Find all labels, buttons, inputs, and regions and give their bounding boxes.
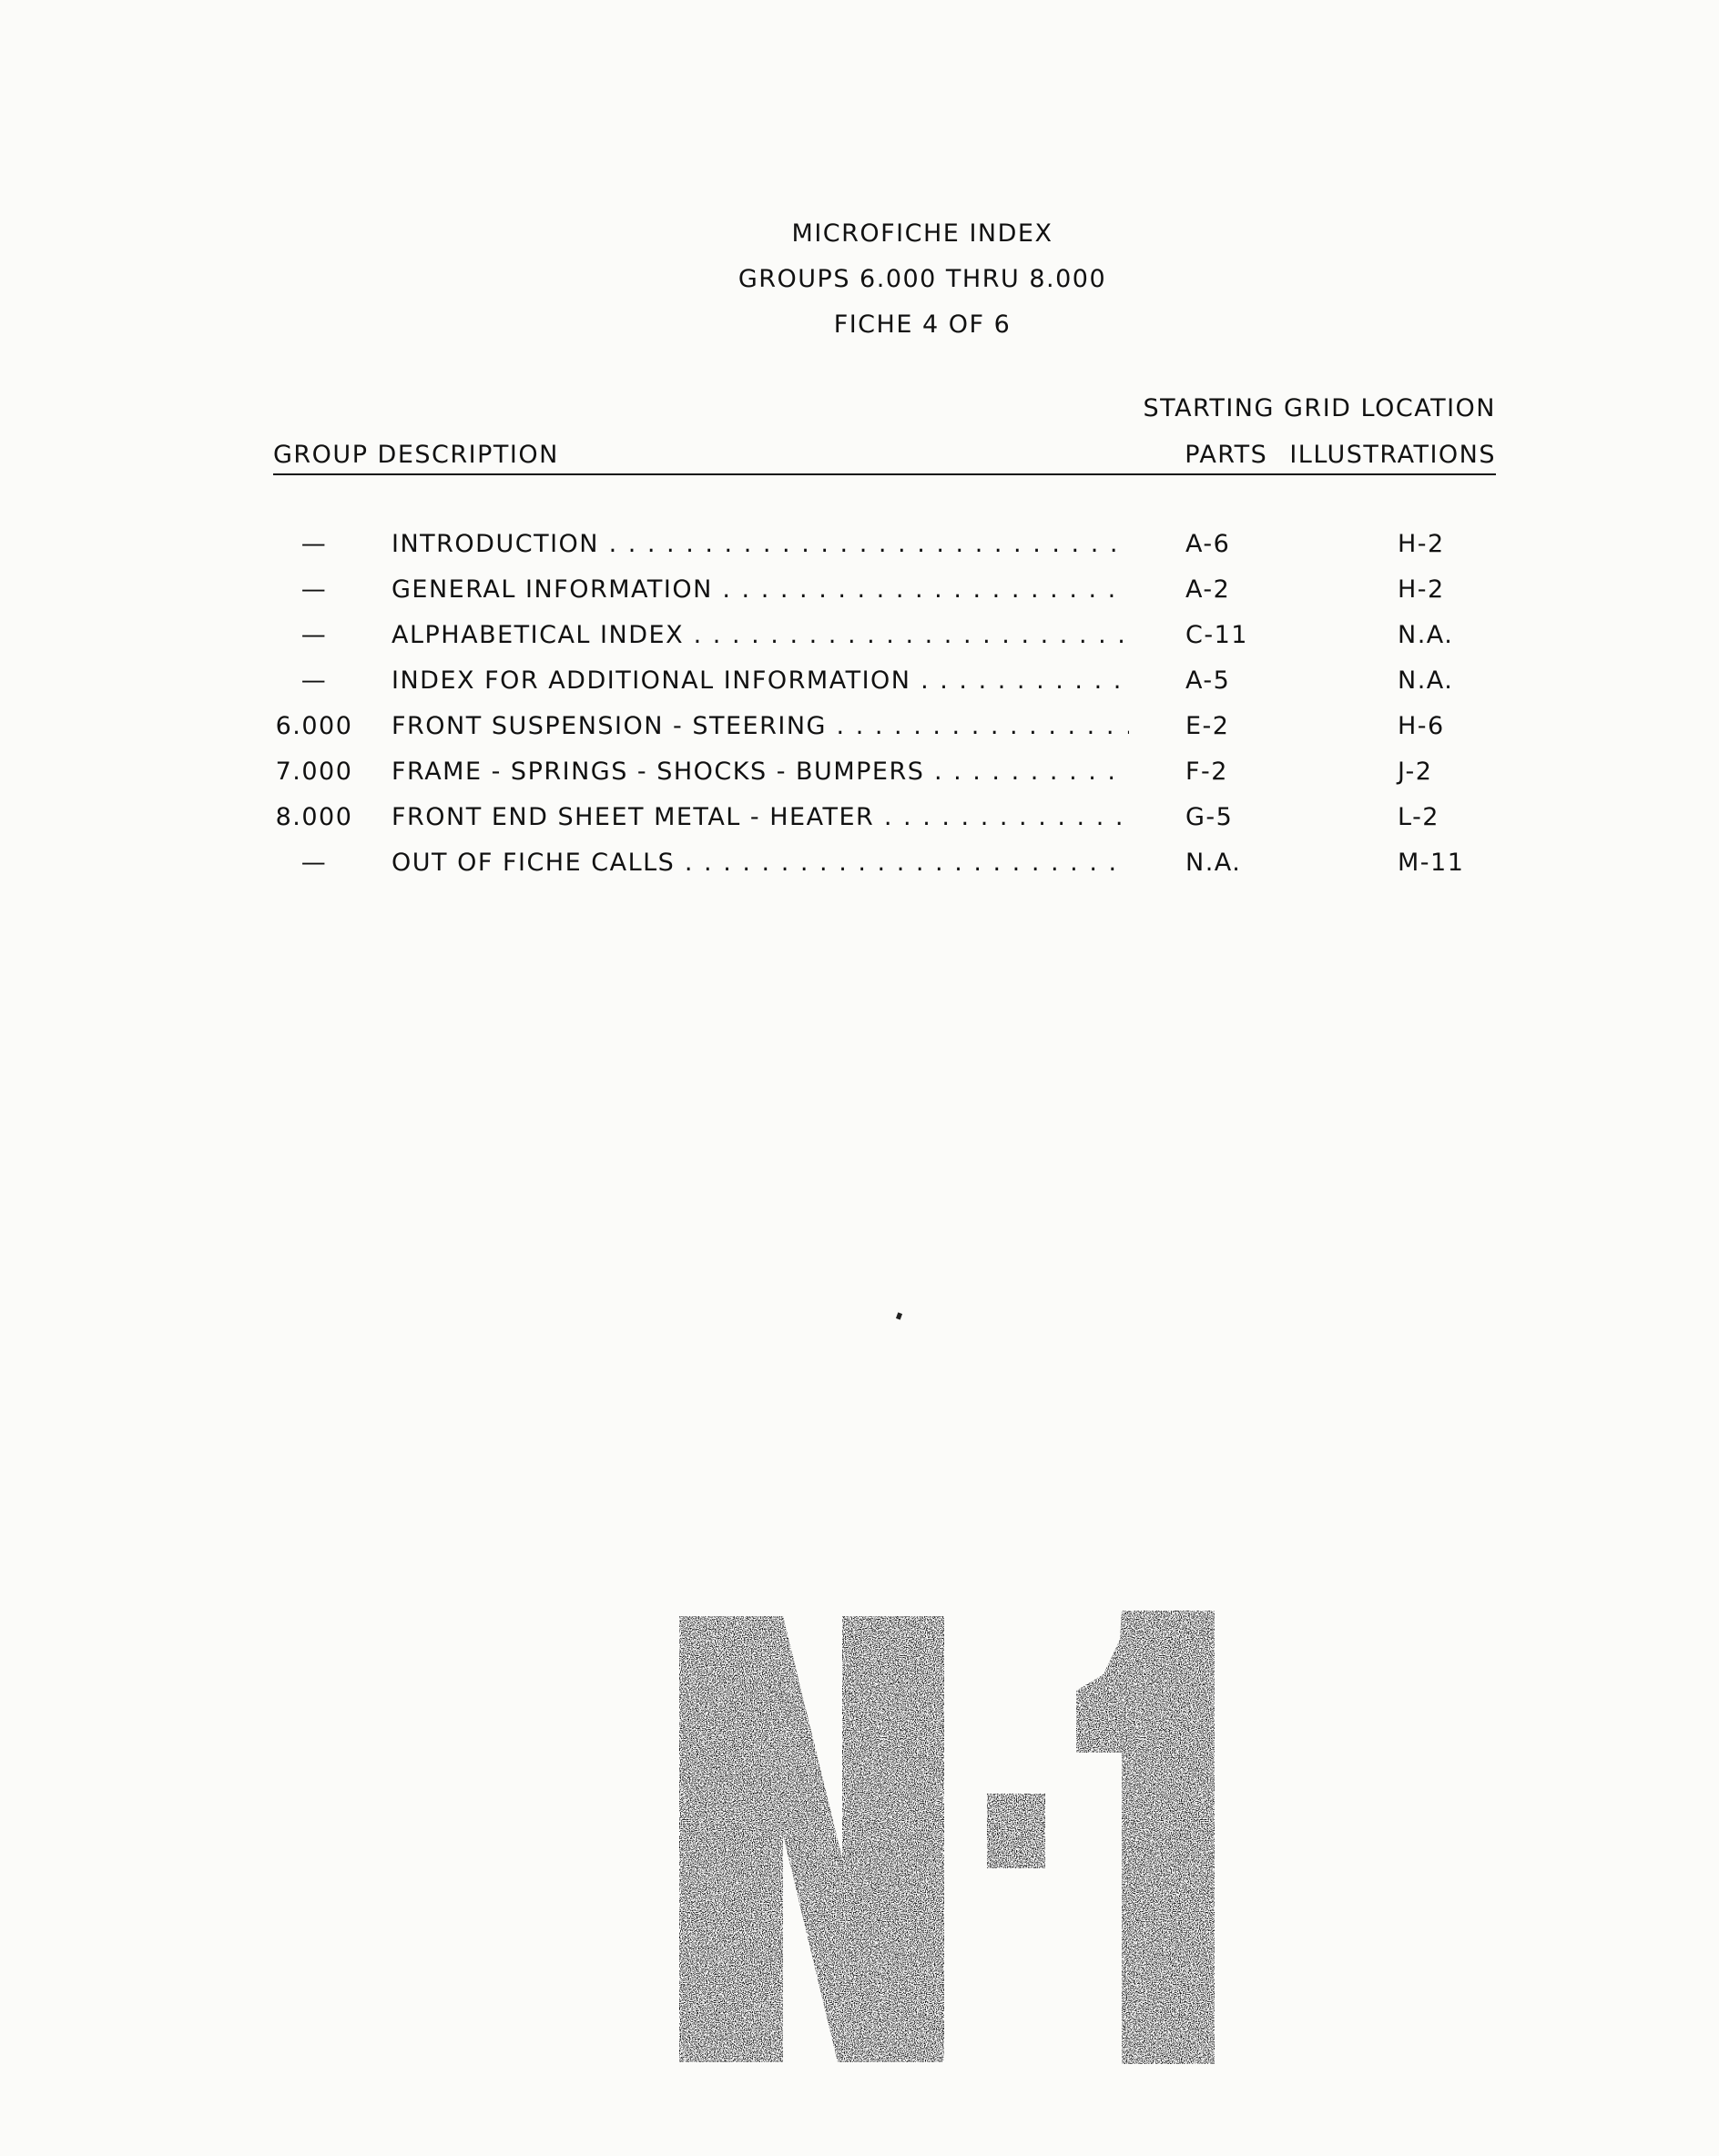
group-description: GENERAL INFORMATION . . . xyxy=(392,575,1129,604)
group-description: FRONT SUSPENSION - STEERING . . . xyxy=(392,712,1129,740)
fiche-mark-logo xyxy=(676,1607,1222,2071)
group-description: FRONT END SHEET METAL - HEATER . . . xyxy=(392,803,1129,831)
illustrations-location: N.A. xyxy=(1398,621,1454,649)
illustrations-location: N.A. xyxy=(1398,666,1454,695)
group-description: FRAME - SPRINGS - SHOCKS - BUMPERS . . . xyxy=(392,758,1129,786)
parts-location: F-2 xyxy=(1185,758,1228,786)
group-description: ALPHABETICAL INDEX . . . xyxy=(392,621,1129,649)
grid-subheadings xyxy=(1172,441,1496,469)
group-number: — xyxy=(300,621,328,649)
table-row xyxy=(0,530,1719,575)
parts-location: A-5 xyxy=(1185,666,1231,695)
group-number: — xyxy=(300,849,328,877)
page-header xyxy=(0,211,1719,348)
group-description-heading: GROUP DESCRIPTION xyxy=(273,441,559,469)
illustrations-heading: ILLUSTRATIONS xyxy=(1289,441,1496,469)
illustrations-location: J-2 xyxy=(1398,758,1433,786)
fiche-number: FICHE 4 OF 6 xyxy=(833,310,1012,339)
parts-location: C-11 xyxy=(1185,621,1248,649)
starting-grid-location-heading: STARTING GRID LOCATION xyxy=(1143,394,1496,422)
table-row xyxy=(0,712,1719,758)
group-number: — xyxy=(300,666,328,695)
group-description: INTRODUCTION . . . xyxy=(392,530,1129,558)
groups-range: GROUPS 6.000 THRU 8.000 xyxy=(737,265,1107,293)
group-description: OUT OF FICHE CALLS . . . xyxy=(392,849,1129,877)
group-description: INDEX FOR ADDITIONAL INFORMATION . . . xyxy=(392,666,1129,695)
parts-location: E-2 xyxy=(1185,712,1230,740)
column-header-row xyxy=(273,441,1496,475)
parts-location: A-2 xyxy=(1185,575,1231,604)
illustrations-location: L-2 xyxy=(1398,803,1439,831)
stray-ink-mark xyxy=(896,1312,902,1319)
index-table xyxy=(0,530,1719,894)
table-row xyxy=(0,575,1719,621)
table-row xyxy=(0,666,1719,712)
parts-location: G-5 xyxy=(1185,803,1234,831)
table-row xyxy=(0,803,1719,849)
table-row xyxy=(0,849,1719,894)
illustrations-location: H-2 xyxy=(1398,575,1445,604)
group-number: — xyxy=(300,575,328,604)
group-number: 7.000 xyxy=(275,758,353,786)
parts-heading: PARTS xyxy=(1185,441,1268,469)
index-title: MICROFICHE INDEX xyxy=(791,219,1053,248)
illustrations-location: H-2 xyxy=(1398,530,1445,558)
parts-location: N.A. xyxy=(1185,849,1242,877)
table-row xyxy=(0,621,1719,666)
parts-location: A-6 xyxy=(1185,530,1231,558)
illustrations-location: H-6 xyxy=(1398,712,1445,740)
table-row xyxy=(0,758,1719,803)
illustrations-location: M-11 xyxy=(1398,849,1465,877)
group-number: — xyxy=(300,530,328,558)
group-number: 6.000 xyxy=(275,712,353,740)
group-number: 8.000 xyxy=(275,803,353,831)
